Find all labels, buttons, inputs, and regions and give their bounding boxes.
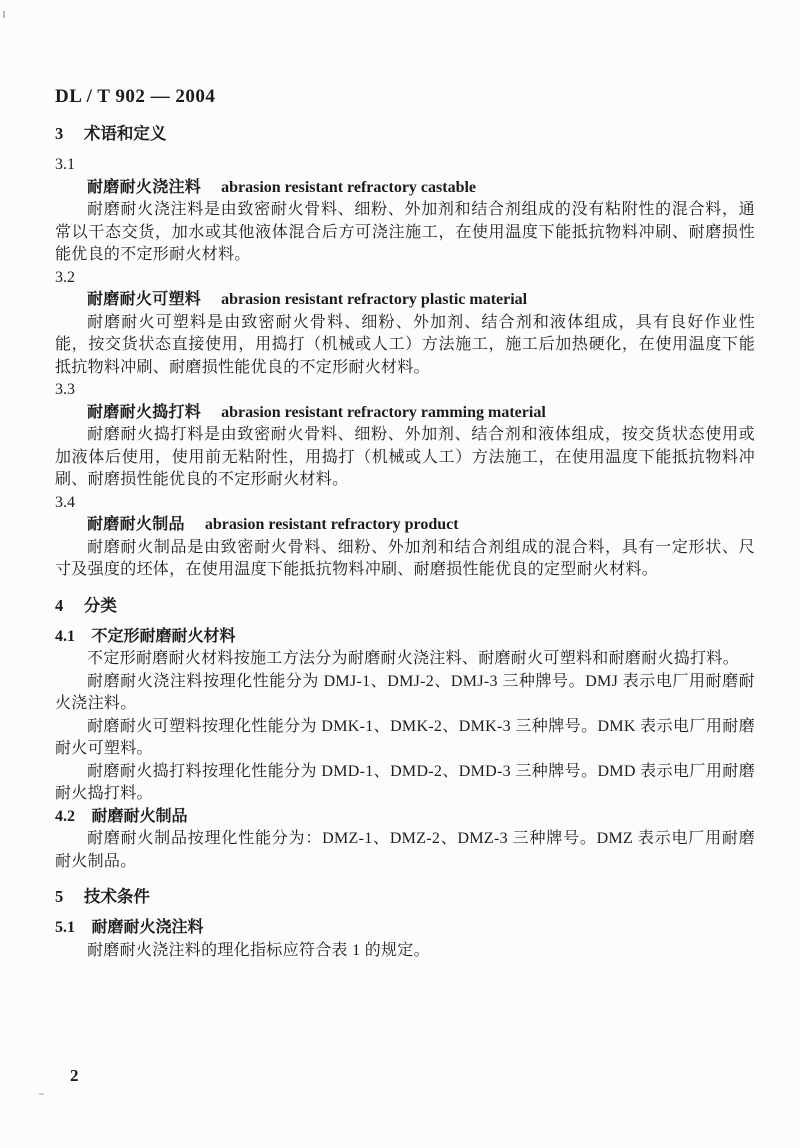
section-number: 4.2 (55, 807, 75, 825)
term-english: abrasion resistant refractory castable (221, 178, 477, 196)
section-heading-4-2 (55, 806, 755, 829)
term-english: abrasion resistant refractory ramming material (221, 403, 546, 421)
section-heading-4-1 (55, 626, 755, 649)
clause-number-3-1: 3.1 (55, 156, 75, 173)
body-paragraph: 不定形耐磨耐火材料按施工方法分为耐磨耐火浇注料、耐磨耐火可塑料和耐磨耐火捣打料。 (87, 650, 740, 667)
chapter-number: 3 (55, 124, 64, 143)
chapter-heading-5 (55, 885, 755, 909)
term-chinese: 耐磨耐火可塑料 (87, 291, 202, 308)
term-chinese: 耐磨耐火浇注料 (87, 178, 202, 196)
standard-number-header: DL / T 902 — 2004 (55, 86, 216, 107)
chapter-title: 分类 (83, 596, 117, 615)
chapter-title: 术语和定义 (83, 125, 167, 143)
definition-paragraph: 耐磨耐火浇注料是由致密耐火骨料、细粉、外加剂和结合剂组成的没有粘附性的混合料，通常以干态交货，加水或其他液体混合后方可浇注施工，在使用温度下能抵抗物料冲刷、耐磨损性能优良的不定形耐火材料。 (55, 201, 755, 263)
section-heading-5-1 (55, 917, 755, 940)
term-line (55, 514, 755, 537)
term-line (55, 289, 755, 312)
page-content (55, 86, 755, 962)
section-number: 5.1 (55, 919, 75, 936)
term-english: abrasion resistant refractory plastic material (221, 291, 528, 308)
clause-number-3-3: 3.3 (55, 381, 75, 398)
body-paragraph: 耐磨耐火制品按理化性能分为：DMZ-1、DMZ-2、DMZ-3 三种牌号。DMZ 表示电厂用耐磨耐火制品。 (55, 830, 755, 870)
section-title: 不定形耐磨耐火材料 (91, 627, 236, 645)
chapter-number: 5 (55, 887, 64, 906)
definition-paragraph: 耐磨耐火捣打料是由致密耐火骨料、细粉、外加剂、结合剂和液体组成，按交货状态使用或加液体后使用，使用前无粘附性，用捣打（机械或人工）方法施工，在使用温度下能抵抗物料冲刷、耐磨损性能优良的不定形耐火材料。 (55, 426, 755, 488)
body-paragraph: 耐磨耐火捣打料按理化性能分为 DMD-1、DMD-2、DMD-3 三种牌号。DMD 表示电厂用耐磨耐火捣打料。 (55, 762, 755, 802)
term-english: abrasion resistant refractory product (204, 516, 459, 533)
section-number: 4.1 (55, 627, 75, 645)
definition-paragraph: 耐磨耐火可塑料是由致密耐火骨料、细粉、外加剂、结合剂和液体组成，具有良好作业性能，按交货状态直接使用，用捣打（机械或人工）方法施工，施工后加热硬化，在使用温度下能抵抗物料冲刷、耐磨损性能优良的不定形耐火材料。 (55, 313, 755, 376)
clause-number-3-2: 3.2 (55, 268, 75, 286)
chapter-heading-4 (55, 594, 755, 618)
section-title: 耐磨耐火浇注料 (91, 919, 204, 936)
body-paragraph: 耐磨耐火可塑料按理化性能分为 DMK-1、DMK-2、DMK-3 三种牌号。DMK 表示电厂用耐磨耐火可塑料。 (55, 717, 755, 757)
chapter-number: 4 (55, 595, 64, 615)
scan-speck (3, 11, 5, 18)
chapter-heading-3 (55, 122, 755, 146)
term-line (55, 177, 755, 200)
term-chinese: 耐磨耐火捣打料 (87, 403, 202, 421)
term-line (55, 402, 755, 425)
clause-number-3-4: 3.4 (55, 493, 75, 511)
scan-speck (39, 1093, 44, 1095)
chapter-title: 技术条件 (83, 888, 150, 906)
page-number: 2 (70, 1066, 79, 1085)
term-chinese: 耐磨耐火制品 (87, 516, 185, 533)
body-paragraph: 耐磨耐火浇注料按理化性能分为 DMJ-1、DMJ-2、DMJ-3 三种牌号。DMJ 表示电厂用耐磨耐火浇注料。 (55, 672, 755, 712)
section-title: 耐磨耐火制品 (91, 807, 188, 825)
body-paragraph: 耐磨耐火浇注料的理化指标应符合表 1 的规定。 (87, 941, 430, 959)
definition-paragraph: 耐磨耐火制品是由致密耐火骨料、细粉、外加剂和结合剂组成的混合料，具有一定形状、尺寸及强度的坯体，在使用温度下能抵抗物料冲刷、耐磨损性能优良的定型耐火材料。 (55, 538, 755, 578)
